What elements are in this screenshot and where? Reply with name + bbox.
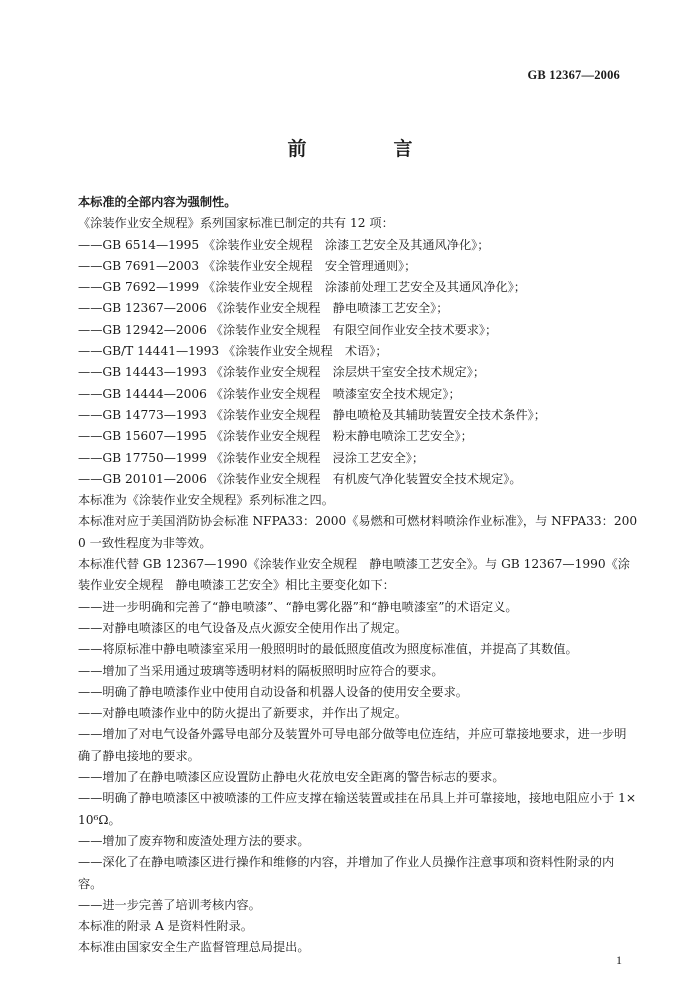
list-item-change: ——明确了静电喷漆作业中使用自动设备和机器人设备的使用安全要求。 bbox=[78, 684, 468, 699]
list-item-standard: ——GB 12942—2006 《涂装作业安全规程 有限空间作业安全技术要求》； bbox=[78, 322, 498, 337]
list-item-change: ——增加了在静电喷漆区应设置防止静电火花放电安全距离的警告标志的要求。 bbox=[78, 770, 505, 785]
page-number: 1 bbox=[616, 953, 622, 967]
standard-code: GB 12367—2006 bbox=[527, 68, 620, 82]
list-item-standard: ——GB 7692—1999 《涂装作业安全规程 涂漆前处理工艺安全及其通风净化》； bbox=[78, 280, 526, 295]
list-item-standard: ——GB 7691—2003 《涂装作业安全规程 安全管理通则》； bbox=[78, 258, 417, 273]
list-item-change: ——对静电喷漆作业中的防火提出了新要求，并作出了规定。 bbox=[78, 706, 408, 721]
list-item-change: ——深化了在静电喷漆区进行操作和维修的内容，并增加了作业人员操作注意事项和资料性附录的内容。 bbox=[78, 855, 615, 891]
paragraph-annex: 本标准的附录 A 是资料性附录。 bbox=[78, 919, 253, 934]
list-item-change: ——进一步完善了培训考核内容。 bbox=[78, 897, 261, 912]
list-item-change: ——对静电喷漆区的电气设备及点火源安全使用作出了规定。 bbox=[78, 620, 408, 635]
list-item-standard: ——GB 20101—2006 《涂装作业安全规程 有机废气净化装置安全技术规定》。 bbox=[78, 471, 522, 486]
list-item-standard: ——GB 17750—1999 《涂装作业安全规程 浸涂工艺安全》； bbox=[78, 450, 425, 465]
list-item-change: ——增加了当采用通过玻璃等透明材料的隔板照明时应符合的要求。 bbox=[78, 663, 444, 678]
paragraph-correspondence: 本标准对应于美国消防协会标准 NFPA33：2000《易燃和可燃材料喷涂作业标准》，与 NFPA33：2000 一致性程度为非等效。 bbox=[78, 514, 638, 550]
list-item-standard: ——GB 14773—1993 《涂装作业安全规程 静电喷枪及其辅助装置安全技术条件》； bbox=[78, 407, 546, 422]
paragraph-mandatory: 本标准的全部内容为强制性。 bbox=[78, 195, 237, 209]
page-title: 前 言 bbox=[287, 138, 447, 160]
paragraph-series-position: 本标准为《涂装作业安全规程》系列标准之四。 bbox=[78, 493, 334, 508]
list-item-standard: ——GB 6514—1995 《涂装作业安全规程 涂漆工艺安全及其通风净化》； bbox=[78, 237, 490, 252]
list-item-change: ——明确了静电喷漆区中被喷漆的工件应支撑在输送装置或挂在吊具上并可靠接地，接地电阻应小于 1×10⁶Ω。 bbox=[78, 791, 637, 827]
list-item-standard: ——GB 14444—2006 《涂装作业安全规程 喷漆室安全技术规定》； bbox=[78, 386, 461, 401]
list-item-standard: ——GB 12367—2006 《涂装作业安全规程 静电喷漆工艺安全》； bbox=[78, 301, 449, 316]
list-item-standard: ——GB/T 14441—1993 《涂装作业安全规程 术语》； bbox=[78, 344, 388, 359]
paragraph-series-intro: 《涂装作业安全规程》系列国家标准已制定的共有 12 项： bbox=[78, 216, 394, 231]
document-body bbox=[78, 192, 638, 959]
list-item-change: ——进一步明确和完善了“静电喷漆”、“静电雾化器”和“静电喷漆室”的术语定义。 bbox=[78, 599, 518, 614]
paragraph-replacement: 本标准代替 GB 12367—1990《涂装作业安全规程 静电喷漆工艺安全》。与 GB 12367—1990《涂装作业安全规程 静电喷漆工艺安全》相比主要变化如下： bbox=[78, 557, 630, 593]
list-item-change: ——增加了对电气设备外露导电部分及装置外可导电部分做等电位连结，并应可靠接地要求，进一步明确了静电接地的要求。 bbox=[78, 727, 627, 763]
list-item-standard: ——GB 14443—1993 《涂装作业安全规程 涂层烘干室安全技术规定》； bbox=[78, 365, 486, 380]
list-item-change: ——增加了废弃物和废渣处理方法的要求。 bbox=[78, 833, 310, 848]
list-item-standard: ——GB 15607—1995 《涂装作业安全规程 粉末静电喷涂工艺安全》； bbox=[78, 429, 473, 444]
list-item-change: ——将原标准中静电喷漆室采用一般照明时的最低照度值改为照度标准值，并提高了其数值。 bbox=[78, 642, 578, 657]
paragraph-proposer: 本标准由国家安全生产监督管理总局提出。 bbox=[78, 940, 310, 955]
